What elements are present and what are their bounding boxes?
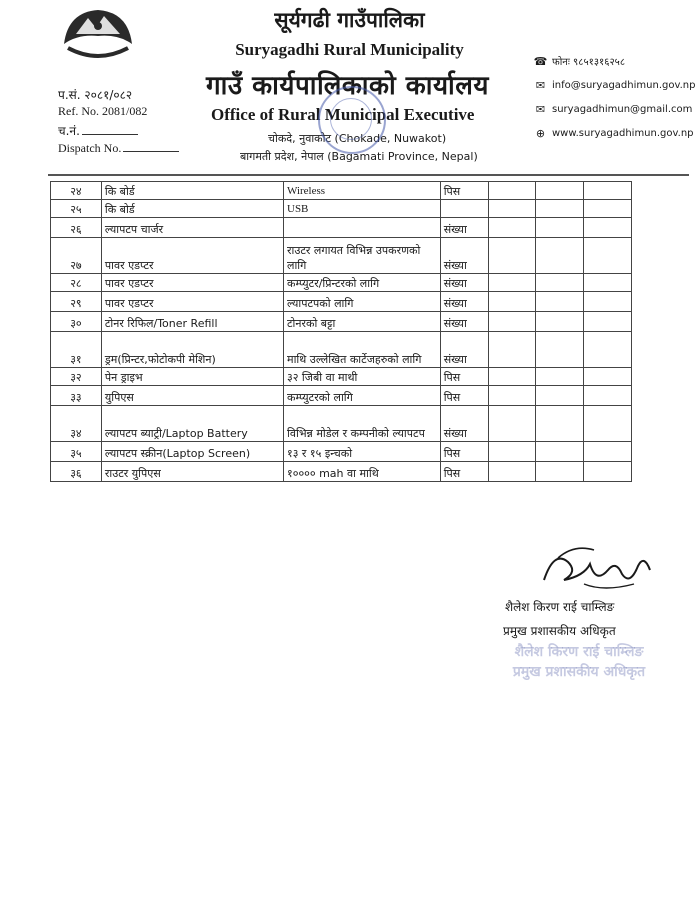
blank-cell — [536, 406, 584, 442]
blank-cell — [584, 442, 632, 462]
dispatch-number-np: च.नं. — [58, 122, 138, 139]
blank-cell — [584, 406, 632, 442]
blank-cell — [584, 332, 632, 368]
blank-cell — [536, 292, 584, 312]
table-row — [51, 292, 632, 312]
blank-cell — [488, 386, 536, 406]
blank-cell — [536, 332, 584, 368]
contact-email-1: ✉ info@suryagadhimun.gov.np — [535, 79, 696, 92]
spec-cell: USB — [284, 200, 441, 218]
item-name-cell: पावर एडप्टर — [101, 274, 283, 292]
blank-cell — [536, 200, 584, 218]
ref-number-np: प.सं. २०८१/०८२ — [58, 88, 133, 102]
address-line-2: बागमती प्रदेश, नेपाल (Bagamati Province, Nepal) — [240, 150, 478, 163]
blank-cell — [536, 238, 584, 274]
serial-cell: ३२ — [51, 368, 102, 386]
item-name-cell: ड्रम(प्रिन्टर,फोटोकपी मेशिन) — [101, 332, 283, 368]
blank-cell — [488, 274, 536, 292]
table-row — [51, 238, 632, 274]
spec-cell: विभिन्न मोडेल र कम्पनीको ल्यापटप — [284, 406, 441, 442]
table-row — [51, 200, 632, 218]
blank-cell — [536, 386, 584, 406]
blank-cell — [488, 368, 536, 386]
spec-cell: टोनरको बट्टा — [284, 312, 441, 332]
blank-cell — [584, 182, 632, 200]
blank-cell — [584, 200, 632, 218]
item-name-cell: टोनर रिफिल/Toner Refill — [101, 312, 283, 332]
table-row — [51, 218, 632, 238]
dispatch-number-en: Dispatch No. — [58, 141, 179, 156]
unit-cell: संख्या — [440, 332, 488, 368]
serial-cell: ३६ — [51, 462, 102, 482]
serial-cell: ३१ — [51, 332, 102, 368]
unit-cell: संख्या — [440, 292, 488, 312]
blank-cell — [536, 218, 584, 238]
blank-cell — [536, 368, 584, 386]
items-table — [50, 181, 632, 482]
serial-cell: ३५ — [51, 442, 102, 462]
item-name-cell: कि बोर्ड — [101, 182, 283, 200]
blank-cell — [488, 312, 536, 332]
serial-cell: २६ — [51, 218, 102, 238]
blank-cell — [584, 274, 632, 292]
blank-cell — [536, 274, 584, 292]
blank-cell — [536, 442, 584, 462]
contact-email-2: ✉ suryagadhimun@gmail.com — [535, 103, 693, 116]
header-divider — [48, 174, 689, 176]
table-row — [51, 274, 632, 292]
signatory-name: शैलेश किरण राई चाम्लिङ — [505, 600, 615, 614]
blank-cell — [536, 182, 584, 200]
item-name-cell: ल्यापटप स्क्रीन(Laptop Screen) — [101, 442, 283, 462]
blank-cell — [488, 462, 536, 482]
item-name-cell: युपिएस — [101, 386, 283, 406]
table-row — [51, 442, 632, 462]
municipality-name-np: सूर्यगढी गाउँपालिका — [274, 8, 425, 32]
serial-cell: २८ — [51, 274, 102, 292]
unit-cell: पिस — [440, 368, 488, 386]
table-row — [51, 406, 632, 442]
serial-cell: २७ — [51, 238, 102, 274]
blank-cell — [488, 182, 536, 200]
unit-cell: संख्या — [440, 218, 488, 238]
spec-cell: राउटर लगायत विभिन्न उपकरणको लागि — [284, 238, 441, 274]
table-row — [51, 182, 632, 200]
serial-cell: २४ — [51, 182, 102, 200]
item-name-cell: पावर एडप्टर — [101, 292, 283, 312]
spec-cell: कम्प्युटर/प्रिन्टरको लागि — [284, 274, 441, 292]
blank-cell — [584, 312, 632, 332]
table-row — [51, 368, 632, 386]
signatory-stamp-watermark: शैलेश किरण राई चाम्लिङ प्रमुख प्रशासकीय अधिकृत — [512, 644, 646, 680]
office-name-np: गाउँ कार्यपालिकाको कार्यालय — [206, 71, 489, 101]
table-row — [51, 462, 632, 482]
serial-cell: ३४ — [51, 406, 102, 442]
item-name-cell: पावर एडप्टर — [101, 238, 283, 274]
blank-cell — [584, 386, 632, 406]
globe-icon: ⊕ — [535, 127, 546, 140]
unit-cell: संख्या — [440, 274, 488, 292]
unit-cell: पिस — [440, 442, 488, 462]
blank-cell — [536, 312, 584, 332]
signatory-title: प्रमुख प्रशासकीय अधिकृत — [503, 624, 616, 638]
blank-cell — [584, 292, 632, 312]
serial-cell: ३३ — [51, 386, 102, 406]
contact-phone: ☎ फोनः ९८५१३१६२५८ — [533, 54, 626, 68]
spec-cell: माथि उल्लेखित कार्टेजहरुको लागि — [284, 332, 441, 368]
address-line-1: चोकदे, नुवाकोट (Chokade, Nuwakot) — [268, 132, 447, 145]
blank-cell — [584, 218, 632, 238]
ref-number-en: Ref. No. 2081/082 — [58, 104, 148, 118]
spec-cell: Wireless — [284, 182, 441, 200]
mail-icon: ✉ — [535, 103, 546, 116]
unit-cell: पिस — [440, 462, 488, 482]
spec-cell: ३२ जिबी वा माथी — [284, 368, 441, 386]
unit-cell: संख्या — [440, 312, 488, 332]
table-row — [51, 386, 632, 406]
blank-cell — [488, 442, 536, 462]
spec-cell: १३ र १५ इन्चको — [284, 442, 441, 462]
unit-cell: पिस — [440, 386, 488, 406]
office-name-en: Office of Rural Municipal Executive — [211, 105, 475, 124]
phone-icon: ☎ — [533, 54, 548, 68]
item-name-cell: ल्यापटप चार्जर — [101, 218, 283, 238]
item-name-cell: पेन ड्राइभ — [101, 368, 283, 386]
blank-cell — [584, 238, 632, 274]
unit-cell: संख्या — [440, 238, 488, 274]
table-row — [51, 332, 632, 368]
mail-icon: ✉ — [535, 79, 546, 92]
item-name-cell: राउटर युपिएस — [101, 462, 283, 482]
blank-cell — [488, 406, 536, 442]
blank-cell — [584, 462, 632, 482]
blank-cell — [536, 462, 584, 482]
spec-cell: १०००० mah वा माथि — [284, 462, 441, 482]
blank-cell — [488, 292, 536, 312]
serial-cell: २९ — [51, 292, 102, 312]
office-stamp — [318, 86, 386, 154]
unit-cell: पिस — [440, 182, 488, 200]
blank-cell — [488, 332, 536, 368]
municipality-name-en: Suryagadhi Rural Municipality — [235, 40, 464, 59]
serial-cell: ३० — [51, 312, 102, 332]
blank-cell — [488, 218, 536, 238]
spec-cell: ल्यापटपको लागि — [284, 292, 441, 312]
blank-cell — [488, 200, 536, 218]
unit-cell — [440, 200, 488, 218]
spec-cell: कम्प्युटरको लागि — [284, 386, 441, 406]
blank-cell — [584, 368, 632, 386]
unit-cell: संख्या — [440, 406, 488, 442]
handwritten-signature — [534, 540, 654, 600]
table-row — [51, 312, 632, 332]
contact-website: ⊕ www.suryagadhimun.gov.np — [535, 127, 694, 140]
blank-cell — [488, 238, 536, 274]
item-name-cell: कि बोर्ड — [101, 200, 283, 218]
spec-cell — [284, 218, 441, 238]
item-name-cell: ल्यापटप ब्याट्री/Laptop Battery — [101, 406, 283, 442]
serial-cell: २५ — [51, 200, 102, 218]
